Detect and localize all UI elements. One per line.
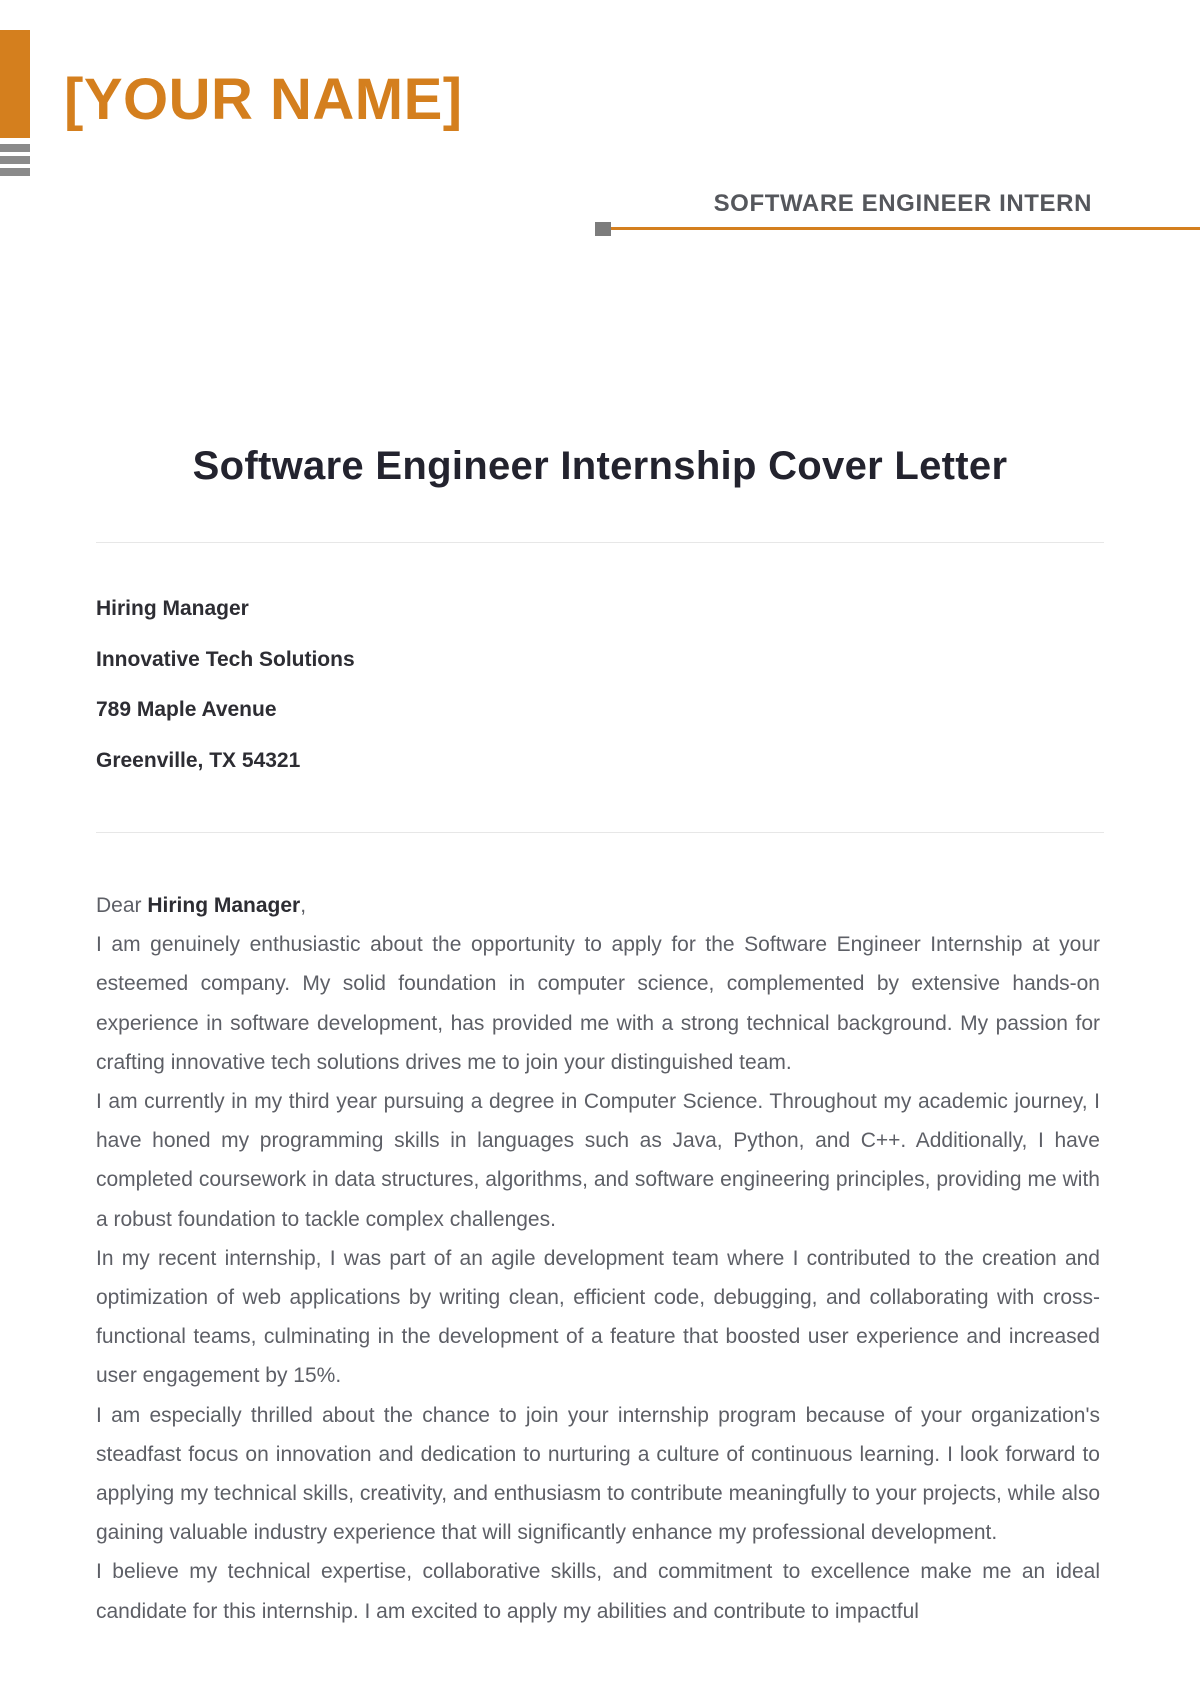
title-underline-marker <box>595 222 611 236</box>
recipient-address <box>96 596 696 798</box>
recipient-street: 789 Maple Avenue <box>96 698 277 721</box>
accent-stripe <box>0 168 30 176</box>
recipient-name: Hiring Manager <box>96 597 249 620</box>
accent-stripe <box>0 156 30 164</box>
recipient-company: Innovative Tech Solutions <box>96 647 355 671</box>
paragraph: I am currently in my third year pursuing a degree in Computer Science. Throughout my academic journey, I have honed my programming skills in languages such as Java, Python, and C++. Additionally, I have completed coursework in data structures, algorithms, and software engineering principles, providing me with a robust foundation to tackle complex challenges. <box>96 1090 1100 1231</box>
accent-stripe <box>0 144 30 152</box>
applicant-name: [YOUR NAME] <box>64 67 463 132</box>
title-underline <box>600 227 1200 230</box>
document-title: Software Engineer Internship Cover Letter <box>192 444 1008 488</box>
paragraph: I am especially thrilled about the chance to join your internship program because of your organization's steadfast focus on innovation and dedication to nurturing a culture of continuous learning. I look forward to applying my technical skills, creativity, and enthusiasm to contribute meaningfully to your projects, while also gaining valuable industry experience that will significantly enhance my professional development. <box>96 1403 1100 1545</box>
paragraph: I am genuinely enthusiastic about the opportunity to apply for the Software Engineer Internship at your esteemed company. My solid foundation in computer science, complemented by extensive hands-on experience in software development, has provided me with a strong technical background. My passion for crafting innovative tech solutions drives me to join your distinguished team. <box>96 933 1100 1074</box>
salutation: Dear Hiring Manager, <box>96 894 307 917</box>
recipient-city: Greenville, TX 54321 <box>96 748 301 772</box>
paragraph: In my recent internship, I was part of an agile development team where I contributed to the creation and optimization of web applications by writing clean, efficient code, debugging, and collaborating with cross-functional teams, culminating in the development of a feature that boosted user experience and increased user engagement by 15%. <box>96 1246 1100 1388</box>
letter-body <box>96 886 1100 1631</box>
paragraph: I believe my technical expertise, collaborative skills, and commitment to excellence make me an ideal candidate for this internship. I am excited to apply my abilities and contribute to impactful <box>96 1560 1100 1623</box>
divider <box>96 832 1104 833</box>
divider <box>96 542 1104 543</box>
accent-bar <box>0 30 30 138</box>
job-title: SOFTWARE ENGINEER INTERN <box>713 190 1092 217</box>
